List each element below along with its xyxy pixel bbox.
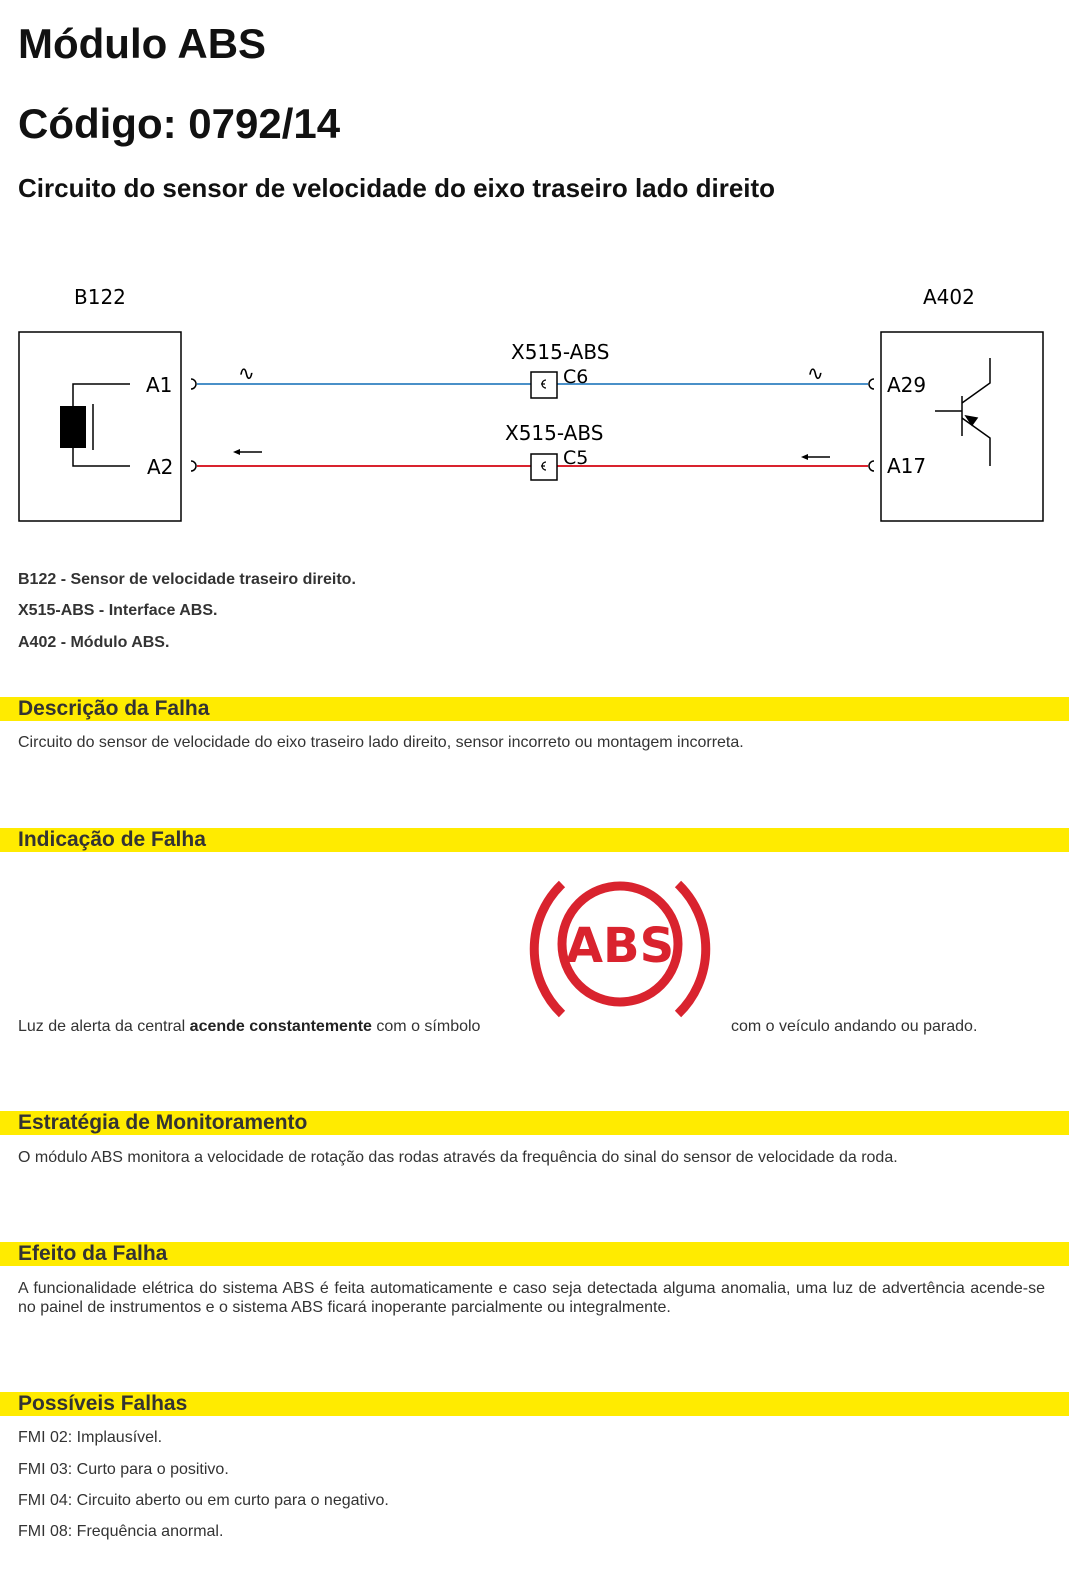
section-title: Estratégia de Monitoramento: [18, 1111, 308, 1134]
connector-x515-c6: [531, 372, 557, 398]
page-subtitle: Circuito do sensor de velocidade do eixo traseiro lado direito: [18, 173, 776, 203]
indication-text-middle: com o símbolo: [371, 1018, 481, 1035]
fault-indication-text: [18, 1017, 513, 1036]
section-title: Efeito da Falha: [18, 1242, 168, 1265]
section-title: Possíveis Falhas: [18, 1392, 188, 1415]
section-title: Descrição da Falha: [18, 697, 210, 720]
indication-text-end: com o veículo andando ou parado.: [731, 1018, 978, 1035]
arrow-left-icon: [801, 454, 830, 460]
possible-fault-item: FMI 04: Circuito aberto ou em curto para o negativo.: [18, 1492, 389, 1509]
section-header-efeito: [0, 1242, 1069, 1266]
indication-text-bold: acende constantemente: [189, 1018, 372, 1035]
section-header-possiveis: [0, 1392, 1069, 1416]
inductive-sensor-icon: [60, 384, 130, 466]
monitoring-strategy-text: O módulo ABS monitora a velocidade de rotação das rodas através da frequência do sinal do sensor de velocidade da roda.: [18, 1149, 898, 1166]
possible-fault-item: FMI 08: Frequência anormal.: [18, 1523, 224, 1540]
legend-item: X515-ABS - Interface ABS.: [18, 602, 218, 619]
fault-description: Circuito do sensor de velocidade do eixo traseiro lado direito, sensor incorreto ou montagem incorreta.: [18, 734, 744, 751]
connector-pin-c6: C6: [563, 366, 589, 388]
section-header-estrategia: [0, 1111, 1069, 1135]
sensor-b122-box: [19, 332, 181, 521]
terminal-a17: [869, 461, 874, 471]
possible-fault-item: FMI 03: Curto para o positivo.: [18, 1461, 229, 1478]
terminal-a29: [869, 379, 874, 389]
indication-text-start: Luz de alerta da central: [18, 1018, 190, 1035]
pin-a2: A2: [147, 455, 174, 479]
connector-x515-c5: [531, 454, 557, 480]
pin-a17: A17: [887, 454, 927, 478]
fault-code: Código: 0792/14: [18, 100, 341, 147]
ac-signal-icon: ∿: [238, 361, 255, 385]
section-header-indicacao: [0, 828, 1069, 852]
ac-signal-icon: ∿: [807, 361, 824, 385]
transistor-icon: [935, 358, 990, 466]
arrow-left-icon: [233, 449, 262, 455]
page-title: Módulo ABS: [18, 20, 267, 67]
connector-pin-c5: C5: [563, 447, 589, 469]
section-header-descricao: [0, 697, 1069, 721]
section-title: Indicação de Falha: [18, 828, 206, 851]
connector-bottom-label: X515-ABS: [505, 421, 604, 445]
possible-fault-item: FMI 02: Implausível.: [18, 1429, 163, 1446]
abs-warning-icon: [517, 864, 724, 1033]
terminal-a2: [191, 461, 196, 471]
legend-item: B122 - Sensor de velocidade traseiro direito.: [18, 571, 356, 588]
abs-icon-label: ABS: [565, 918, 675, 974]
fault-effect-text: A funcionalidade elétrica do sistema ABS é feita automaticamente e caso seja detectada alguma anomalia, uma luz de advertência acende-se no painel de instrumentos e o sistema ABS ficará inoperante parcialmente ou integralmente.: [18, 1280, 1045, 1316]
legend-item: A402 - Módulo ABS.: [18, 634, 170, 651]
wiring-diagram: [0, 270, 1069, 530]
connector-top-label: X515-ABS: [511, 340, 610, 364]
pin-a29: A29: [887, 373, 927, 397]
label-b122: B122: [74, 285, 126, 309]
label-a402: A402: [923, 285, 975, 309]
terminal-a1: [191, 379, 196, 389]
pin-a1: A1: [146, 373, 173, 397]
